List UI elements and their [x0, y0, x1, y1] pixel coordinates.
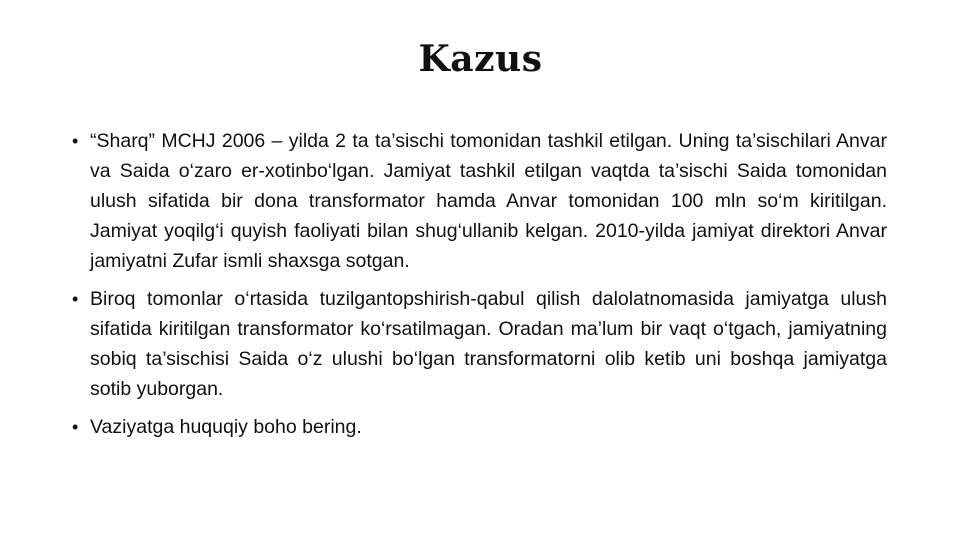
bullet-item-1: [72, 126, 887, 276]
bullet-item-3: [72, 412, 887, 442]
bullet-marker: •: [72, 131, 79, 151]
bullet-item-2: [72, 284, 887, 404]
bullet-text: Biroq tomonlar o‘rtasida tuzilgantopshirish-qabul qilish dalolatnomasida jamiyatga ulush sifatida kiritilgan transformator ko‘rsatilmagan. Oradan ma’lum bir vaqt o‘tgach, jamiyatning sobiq ta’sischisi Saida o‘z ulushi bo‘lgan transformatorni olib ketib uni boshqa jamiyatga sotib yuborgan.: [90, 288, 887, 400]
bullet-text: “Sharq” MCHJ 2006 – yilda 2 ta ta’sischi tomonidan tashkil etilgan. Uning ta’sischilari Anvar va Saida o‘zaro er-xotinbo‘lgan. Jamiyat tashkil etilgan vaqtda ta’sischi Saida tomonidan ulush sifatida bir dona transformator hamda Anvar tomonidan 100 mln so‘m kiritilgan. Jamiyat yoqilg‘i quyish faoliyati bilan shug‘ullanib kelgan. 2010-yilda jamiyat direktori Anvar jamiyatni Zufar ismli shaxsga sotgan.: [90, 130, 887, 272]
bullet-marker: •: [72, 417, 79, 437]
bullet-marker: •: [72, 289, 79, 309]
bullet-list: [72, 126, 887, 450]
bullet-text: Vaziyatga huquqiy boho bering.: [90, 416, 362, 438]
slide-title: Kazus: [418, 38, 543, 80]
